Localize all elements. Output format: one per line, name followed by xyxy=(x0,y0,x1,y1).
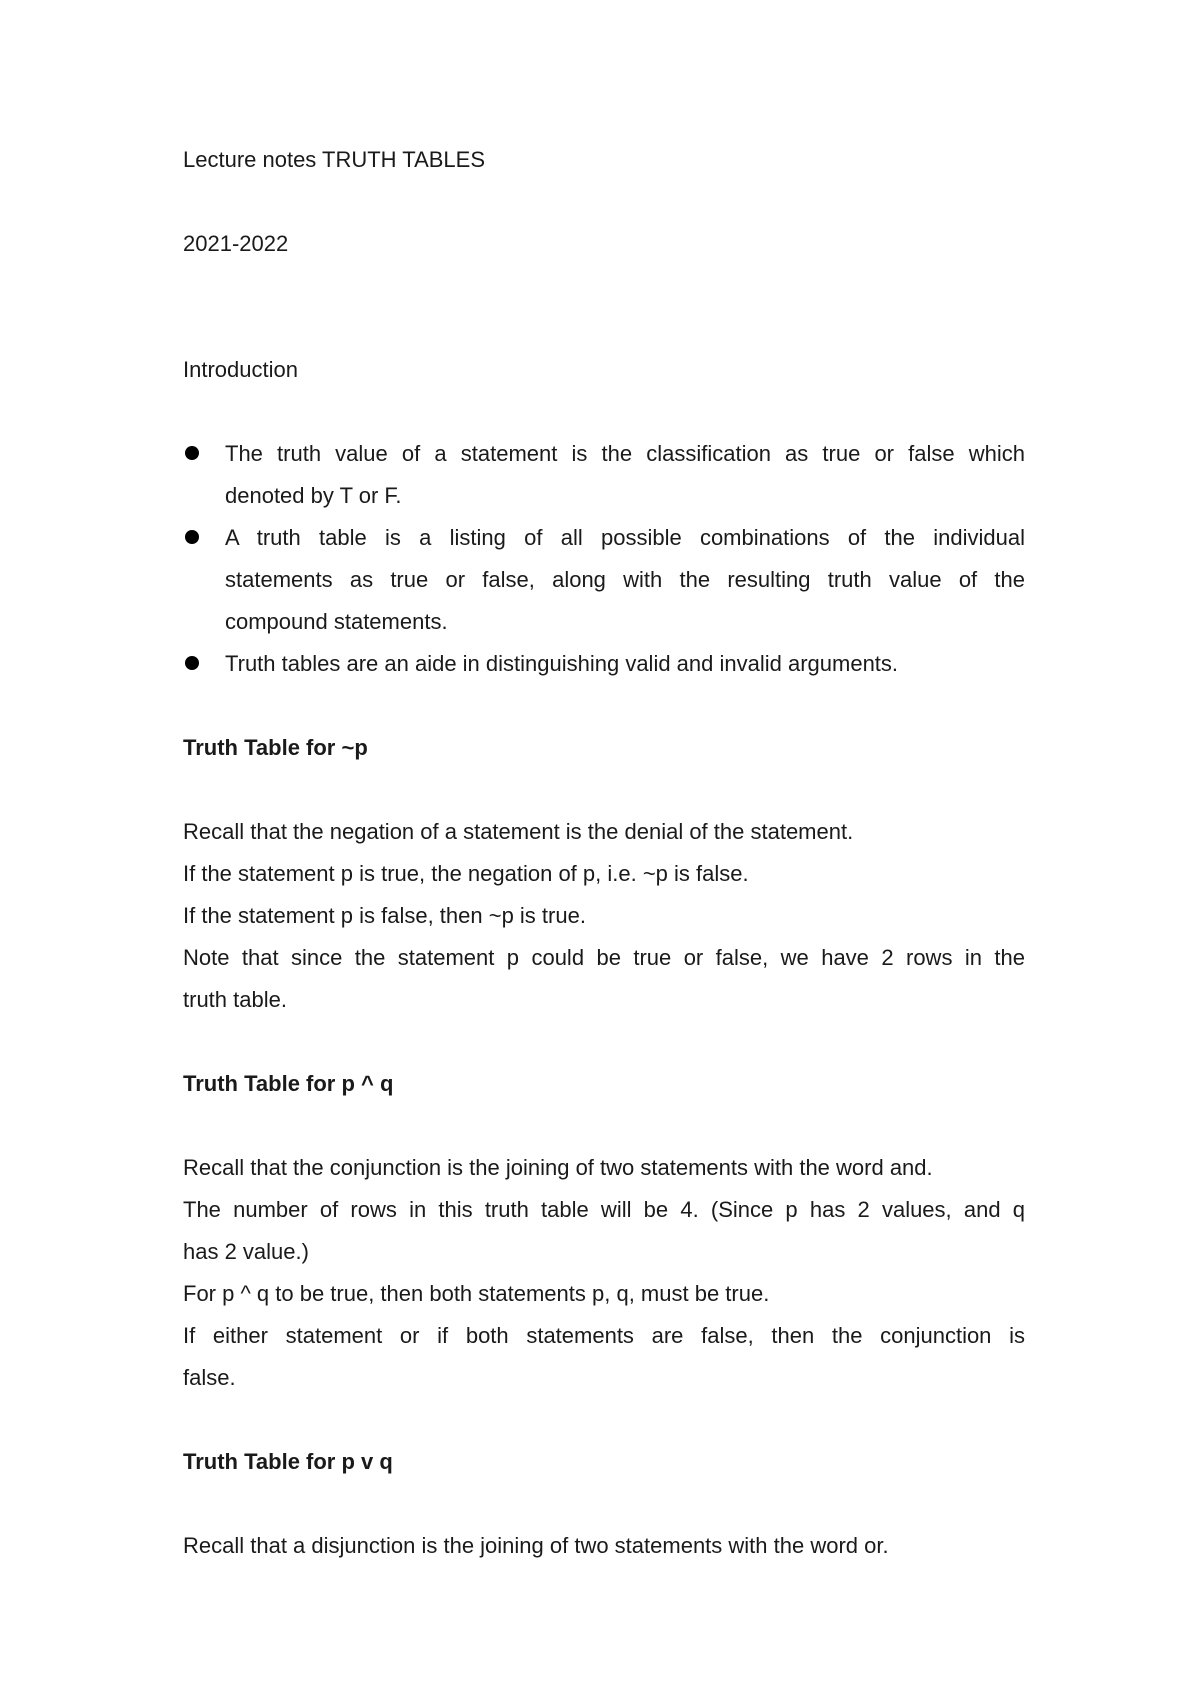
negation-line-2: If the statement p is true, the negation of p, i.e. ~p is false. xyxy=(183,861,749,886)
negation-line-1: Recall that the negation of a statement is the denial of the statement. xyxy=(183,819,854,844)
negation-line-4: Note that since the statement p could be true or false, we have 2 rows in the xyxy=(183,945,1025,970)
bullet-dot-icon xyxy=(185,446,199,460)
doc-title: Lecture notes TRUTH TABLES xyxy=(183,147,486,172)
conjunction-line-4: For p ^ q to be true, then both statements p, q, must be true. xyxy=(183,1281,770,1306)
bullet-3-line-1: Truth tables are an aide in distinguishing valid and invalid arguments. xyxy=(225,651,899,676)
section-heading-disjunction: Truth Table for p v q xyxy=(183,1449,393,1474)
bullet-2-line-1: A truth table is a listing of all possible combinations of the individual xyxy=(225,525,1025,550)
negation-line-5: truth table. xyxy=(183,987,287,1012)
conjunction-line-6: false. xyxy=(183,1365,236,1390)
conjunction-line-2: The number of rows in this truth table will be 4. (Since p has 2 values, and q xyxy=(183,1197,1025,1222)
bullet-1-line-2: denoted by T or F. xyxy=(225,483,402,508)
intro-heading: Introduction xyxy=(183,357,298,382)
section-heading-conjunction: Truth Table for p ^ q xyxy=(183,1071,394,1096)
conjunction-line-5: If either statement or if both statements are false, then the conjunction is xyxy=(183,1323,1025,1348)
bullet-2-line-3: compound statements. xyxy=(225,609,448,634)
bullet-dot-icon xyxy=(185,530,199,544)
bullet-dot-icon xyxy=(185,656,199,670)
section-heading-negation: Truth Table for ~p xyxy=(183,735,368,760)
disjunction-line-1: Recall that a disjunction is the joining of two statements with the word or. xyxy=(183,1533,889,1558)
bullet-1-line-1: The truth value of a statement is the classification as true or false which xyxy=(225,441,1025,466)
bullet-2-line-2: statements as true or false, along with the resulting truth value of the xyxy=(225,567,1025,592)
doc-year: 2021-2022 xyxy=(183,231,289,256)
conjunction-line-1: Recall that the conjunction is the joining of two statements with the word and. xyxy=(183,1155,933,1180)
conjunction-line-3: has 2 value.) xyxy=(183,1239,309,1264)
negation-line-3: If the statement p is false, then ~p is true. xyxy=(183,903,586,928)
